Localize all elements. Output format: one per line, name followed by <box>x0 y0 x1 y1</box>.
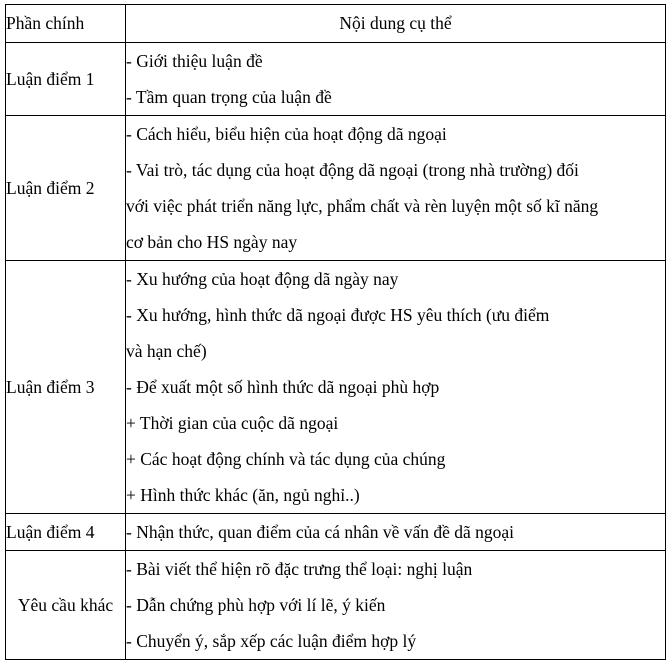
content-line: - Để xuất một số hình thức dã ngoại phù hợp <box>126 377 440 397</box>
header-content: Nội dung cụ thể <box>126 5 666 43</box>
content-line: - Nhận thức, quan điểm của cá nhân về vấn đề dã ngoại <box>126 522 515 542</box>
content-line: cơ bản cho HS ngày nay <box>126 232 298 252</box>
row-content <box>126 551 666 660</box>
content-line: - Xu hướng của hoạt động dã ngày nay <box>126 269 399 289</box>
content-line: - Cách hiểu, biểu hiện của hoạt động dã ngoại <box>126 124 447 144</box>
content-line: + Thời gian của cuộc dã ngoại <box>126 413 339 433</box>
content-line: - Xu hướng, hình thức dã ngoại được HS yêu thích (ưu điểm <box>126 305 550 325</box>
row-content <box>126 514 666 551</box>
content-line: - Dẫn chứng phù hợp với lí lẽ, ý kiến <box>126 595 386 615</box>
content-line: và hạn chế) <box>126 341 207 361</box>
content-line: - Giới thiệu luận đề <box>126 51 263 71</box>
content-line: - Vai trò, tác dụng của hoạt động dã ngoại (trong nhà trường) đối <box>126 160 579 180</box>
row-part-label: Luận điểm 2 <box>6 116 126 261</box>
outline-table <box>5 4 666 660</box>
row-content <box>126 43 666 116</box>
content-line: với việc phát triển năng lực, phẩm chất và rèn luyện một số kĩ năng <box>126 196 599 216</box>
table-row <box>6 43 666 116</box>
table-row <box>6 261 666 514</box>
content-line: + Hình thức khác (ăn, ngủ nghỉ..) <box>126 485 360 505</box>
table-row <box>6 116 666 261</box>
row-part-label: Yêu cầu khác <box>6 551 126 660</box>
header-part: Phần chính <box>6 5 126 43</box>
row-part-label: Luận điểm 4 <box>6 514 126 551</box>
content-line: - Bài viết thể hiện rõ đặc trưng thể loại: nghị luận <box>126 559 473 579</box>
content-line: - Tầm quan trọng của luận đề <box>126 87 332 107</box>
row-part-label: Luận điểm 1 <box>6 43 126 116</box>
table-row <box>6 551 666 660</box>
content-line: + Các hoạt động chính và tác dụng của chúng <box>126 449 446 469</box>
content-line: - Chuyển ý, sắp xếp các luận điểm hợp lý <box>126 631 417 651</box>
table-row <box>6 514 666 551</box>
row-content <box>126 261 666 514</box>
row-content <box>126 116 666 261</box>
header-row <box>6 5 666 43</box>
row-part-label: Luận điểm 3 <box>6 261 126 514</box>
